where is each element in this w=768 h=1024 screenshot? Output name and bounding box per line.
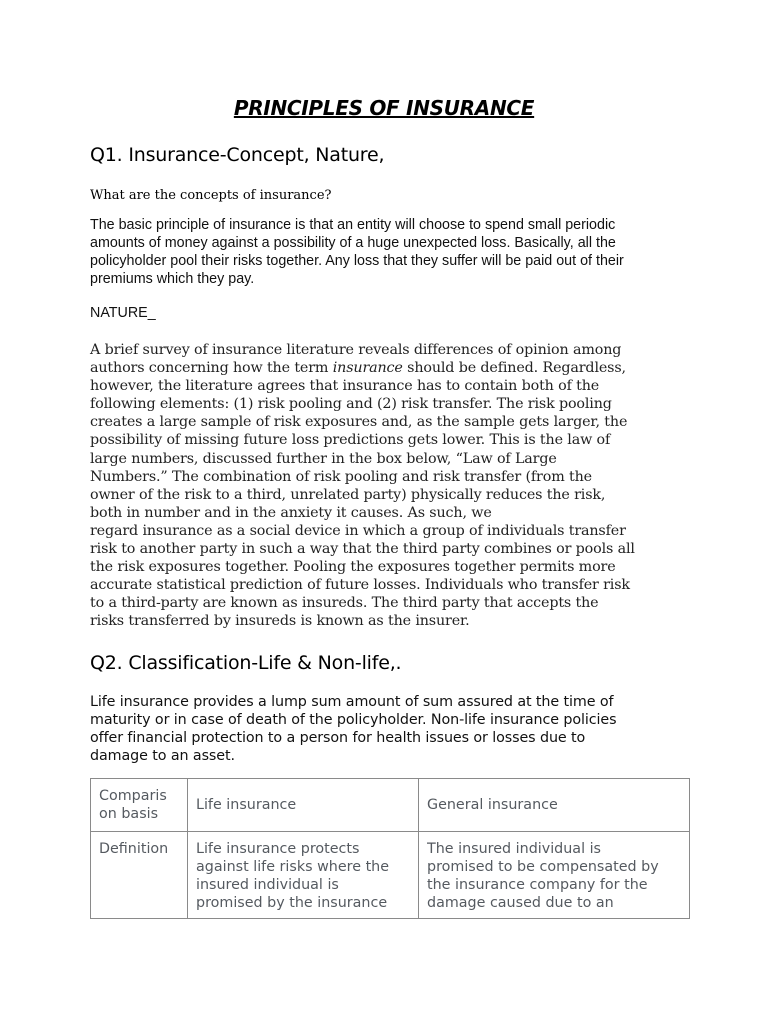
cell-line: The insured individual is (427, 841, 602, 857)
cell-general-definition (419, 832, 690, 919)
comparison-table (90, 778, 690, 919)
cell-line: Comparis (99, 787, 167, 804)
paragraph-line: amounts of money against a possibility of a huge unexpected loss. Basically, all the (90, 235, 616, 251)
paragraph-line: following elements: (1) risk pooling and (2) risk transfer. The risk pooling (90, 396, 612, 413)
paragraph-line: to a third-party are known as insureds. The third party that accepts the (90, 595, 599, 612)
header-cell-life-insurance: Life insurance (188, 779, 419, 832)
paragraph-line: Numbers.” The combination of risk pooling and risk transfer (from the (90, 468, 592, 485)
paragraph-line: large numbers, discussed further in the box below, “Law of Large (90, 450, 557, 467)
paragraph-line: creates a large sample of risk exposures and, as the sample gets larger, the (90, 414, 628, 431)
paragraph-line: damage to an asset. (90, 748, 235, 765)
q2-heading: Q2. Classification-Life & Non-life,. (90, 652, 402, 674)
concept-paragraph (90, 216, 690, 288)
paragraph-line: risks transferred by insureds is known as the insurer. (90, 613, 470, 630)
cell-line: promised by the insurance (196, 895, 388, 912)
nature-paragraph (90, 341, 690, 631)
cell-content (427, 840, 681, 912)
document-title: PRINCIPLES OF INSURANCE (233, 96, 535, 120)
paragraph-line: maturity or in case of death of the policyholder. Non-life insurance policies (90, 712, 617, 729)
paragraph-line: The basic principle of insurance is that an entity will choose to spend small periodic (90, 217, 616, 233)
paragraph-line: however, the literature agrees that insurance has to contain both of the (90, 378, 600, 395)
cell-line: Life insurance protects (196, 841, 360, 857)
paragraph-line: offer financial protection to a person for health issues or losses due to (90, 730, 586, 747)
cell-content (196, 840, 410, 912)
cell-line: insured individual is (196, 877, 339, 894)
paragraph-line: owner of the risk to a third, unrelated party) physically reduces the risk, (90, 486, 606, 503)
q1-question: What are the concepts of insurance? (90, 188, 332, 203)
cell-life-definition (188, 832, 419, 919)
text-run: authors concerning how the term (90, 360, 333, 377)
cell-line: the insurance company for the (427, 877, 648, 894)
paragraph-line: possibility of missing future loss predictions gets lower. This is the law of (90, 432, 611, 449)
cell-line: on basis (99, 806, 159, 822)
cell-line: damage caused due to an (427, 895, 614, 912)
cell-line: against life risks where the (196, 859, 390, 876)
paragraph-line: A brief survey of insurance literature reveals differences of opinion among (90, 342, 622, 358)
paragraph-line: policyholder pool their risks together. Any loss that they suffer will be paid out of their (90, 253, 624, 269)
text-run: should be defined. Regardless, (402, 360, 626, 377)
row-label-definition: Definition (91, 832, 188, 919)
paragraph-line: regard insurance as a social device in which a group of individuals transfer (90, 522, 626, 539)
paragraph-line: premiums which they pay. (90, 271, 255, 287)
nature-label: NATURE_ (90, 305, 156, 321)
paragraph-line (90, 359, 690, 377)
q1-heading: Q1. Insurance-Concept, Nature, (90, 144, 385, 166)
table-header-row (91, 779, 690, 832)
cell-line: promised to be compensated by (427, 859, 659, 876)
emphasis-insurance: insurance (332, 360, 403, 377)
header-cell-comparison-basis (91, 779, 188, 832)
paragraph-line: Life insurance provides a lump sum amount of sum assured at the time of (90, 694, 614, 710)
paragraph-line: both in number and in the anxiety it causes. As such, we (90, 504, 492, 521)
q2-paragraph (90, 693, 690, 765)
header-cell-general-insurance: General insurance (419, 779, 690, 832)
paragraph-line: the risk exposures together. Pooling the exposures together permits more (90, 559, 616, 576)
table-row (91, 832, 690, 919)
paragraph-line: accurate statistical prediction of future losses. Individuals who transfer risk (90, 577, 630, 594)
paragraph-line: risk to another party in such a way that the third party combines or pools all (90, 541, 635, 558)
